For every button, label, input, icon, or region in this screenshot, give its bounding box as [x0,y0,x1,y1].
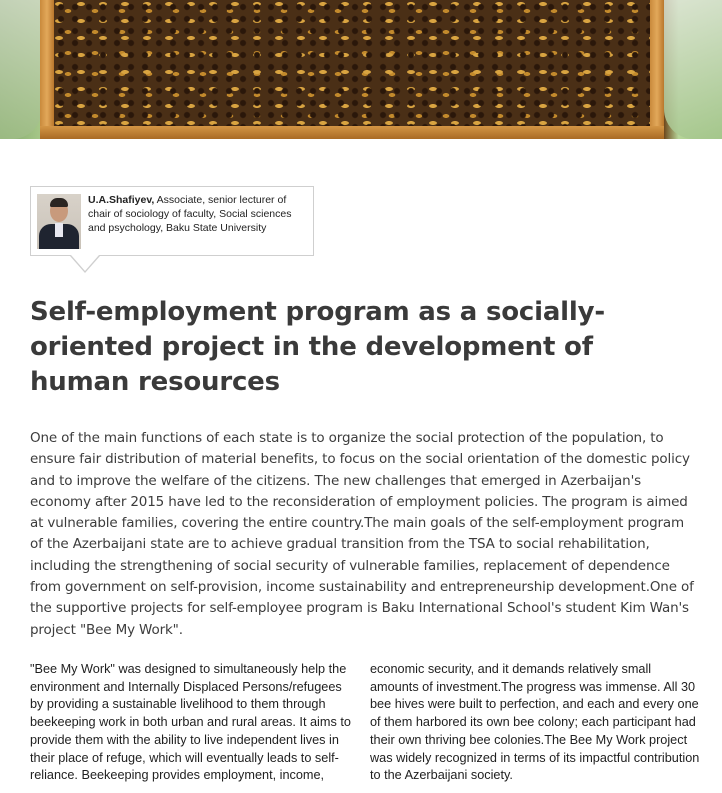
author-card [30,186,314,256]
hero-beehive-image [0,0,722,139]
hive-frame-right [650,0,664,139]
article-title: Self-employment program as a socially-oriented project in the development of human resources [30,297,605,397]
article-column-2: economic security, and it demands relatively small amounts of investment.The progress was immense. All 30 bee hives were built to perfection, and each and every one of them harbored its own bee colony; each participant had their own thriving bee colonies.The Bee My Work project was widely recognized in terms of its impactful contribution to the Azerbaijani society. [370,662,700,783]
article-column-1: "Bee My Work" was designed to simultaneously help the environment and Internally Displaced Persons/refugees by providing a sustainable livelihood to them through beekeeping work in both urban and rural areas. It aims to provide them with the ability to live independent lives in their place of refuge, which will eventually leads to self-reliance. Beekeeping provides employment, income, [30,662,351,783]
author-details: Associate, senior lecturer of chair of sociology of faculty, Social sciences and psychology, Baku State University [88,194,292,234]
author-card-pointer [70,256,100,273]
article-intro: One of the main functions of each state is to organize the social protection of the population, to ensure fair distribution of material benefits, to focus on the social orientation of the domestic policy and to improve the welfare of the citizens. The new challenges that emerged in Azerbaijan's economy after 2015 have led to the reconsideration of employment policies. The program is aimed at vulnerable families, covering the entire country.The main goals of the self-employment program of the Azerbaijani state are to achieve gradual transition from the TSA to social rehabilitation, including the strengthening of social security of vulnerable families, replacement of dependence from government on self-provision, income sustainability and entrepreneurship development.One of the supportive projects for self-employee program is Baku International School's student Kim Wan's project "Bee My Work". [30,430,694,638]
hive-frame-left [40,0,54,139]
author-info [88,193,310,235]
hive-frame-bottom [40,126,664,139]
author-name: U.A.Shafiyev, [88,194,155,206]
beekeeper-hand-right [664,0,722,139]
honeycomb-with-bees [54,0,650,126]
beekeeper-hand-left [0,0,42,139]
author-photo [37,194,81,249]
